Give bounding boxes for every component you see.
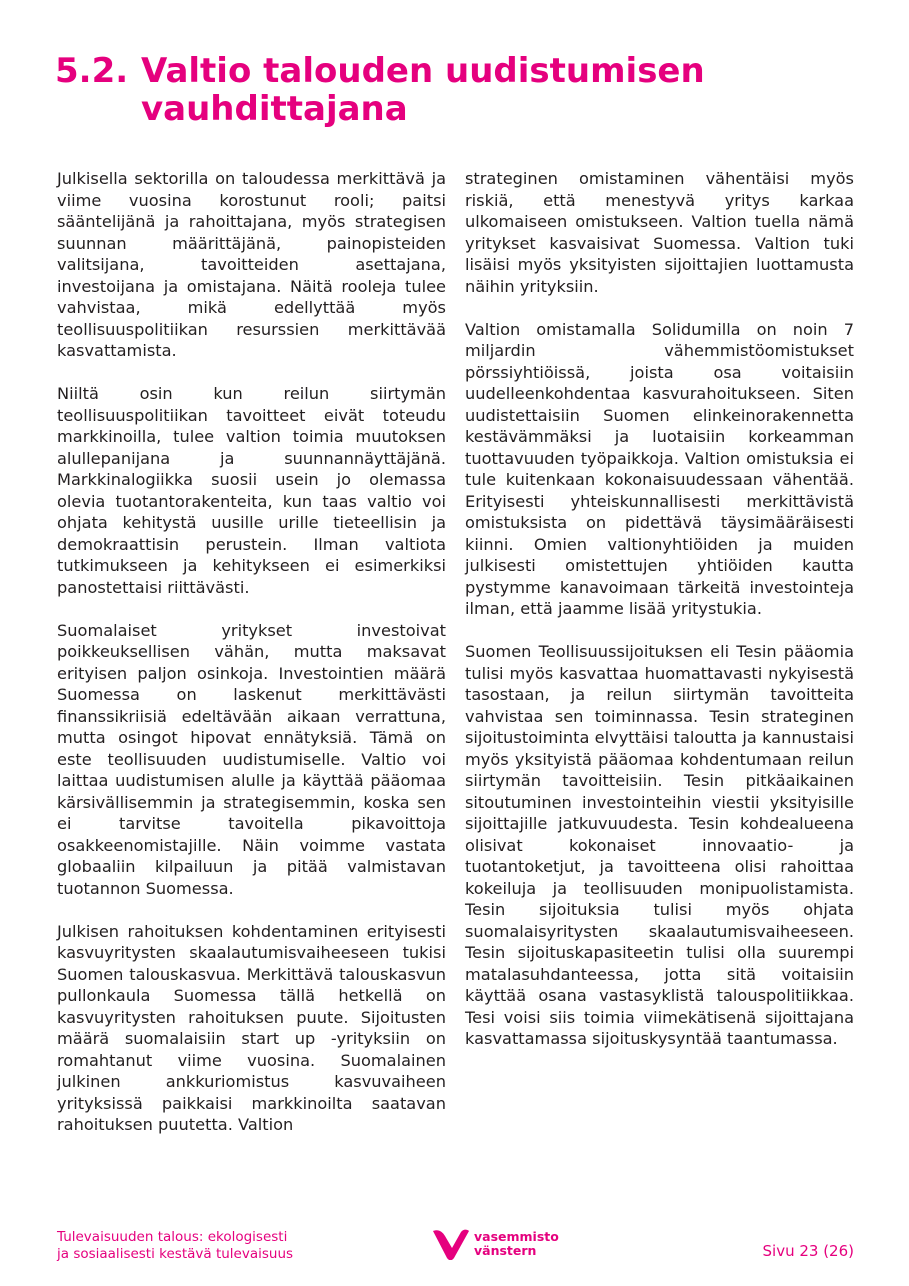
- left-column: [57, 168, 446, 1157]
- right-column: [465, 168, 854, 1071]
- section-title-line2: vauhdittajana: [141, 89, 408, 129]
- paragraph: Niiltä osin kun reilun siirtymän teollisuuspolitiikan tavoitteet eivät toteudu markkinoilla, tulee valtion toimia muutoksen alullepanijana ja suunnannäyttäjänä. Markkinalogiikka suosii usein jo olemassa olevia tuotantorakenteita, kun taas valtio voi ohjata kehitystä uusille urille tieteellisin ja demokraattisin perustein. Ilman valtiota tutkimukseen ja kehitykseen ei esimerkiksi panostettaisi riittävästi.: [57, 384, 446, 597]
- logo-wordmark: [474, 1230, 559, 1258]
- section-number: 5.2.: [55, 51, 129, 91]
- section-title-line1: Valtio talouden uudistumisen: [141, 51, 705, 91]
- document-footer-title: [57, 1229, 293, 1263]
- paragraph: Suomen Teollisuussijoituksen eli Tesin pääomia tulisi myös kasvattaa huomattavasti nykyisestä tasostaan, ja reilun siirtymän tavoitteita vahvistaa sen toiminnassa. Tesin strateginen sijoitustoiminta elvyttäisi taloutta ja kannustaisi myös yksityistä pääomaa kohdentumaan reilun siirtymän tavoitteisiin. Tesin pitkäaikainen sitoutuminen investointeihin viestii yksityisille sijoittajille jatkuvuudesta. Tesin kohdealueena olisivat kokonaiset innovaatio- ja tuotantoketjut, ja tavoitteena olisi rahoittaa kokeiluja ja teollisuuden monipuolistamista. Tesin sijoituksia tulisi myös ohjata suomalaisyritysten skaalautumisvaiheeseen. Tesin sijoituskapasiteetin tulisi olla suurempi matalasuhdanteessa, jotta sitä voitaisiin käyttää osana vastasyklistä talouspolitiikkaa. Tesi voisi siis toimia viimekätisenä sijoittajana kasvattamassa sijoituskysyntää taantumassa.: [465, 642, 854, 1048]
- paragraph: strateginen omistaminen vähentäisi myös riskiä, että menestyvä yritys karkaa ulkomaiseen omistukseen. Valtion tuella nämä yritykset kasvaisivat Suomessa. Valtion tuki lisäisi myös yksityisten sijoittajien luottamusta näihin yrityksiin.: [465, 169, 854, 296]
- logo-text: vasemmisto: [474, 1229, 559, 1244]
- paragraph: Julkisella sektorilla on taloudessa merkittävä ja viime vuosina korostunut rooli; paitsi sääntelijänä ja rahoittajana, myös strategisen suunnan määrittäjänä, painopisteiden valitsijana, tavoitteiden asettajana, investoijana ja omistajana. Näitä rooleja tulee vahvistaa, mikä edellyttää myös teollisuuspolitiikan resurssien merkittävää kasvattamista.: [57, 169, 446, 360]
- paragraph: Valtion omistamalla Solidumilla on noin 7 miljardin vähemmistöomistukset pörssiyhtiöissä, joista osa voitaisiin uudelleenkohdentaa kasvurahoitukseen. Siten uudistettaisiin Suomen elinkeinorakennetta kestävämmäksi ja luotaisiin korkeamman tuottavuuden työpaikkoja. Valtion omistuksia ei tule kuitenkaan kokonaisuudessaan vähentää. Erityisesti yhteiskunnallisesti merkittävistä omistuksista on pidettävä täysimääräisesti kiinni. Omien valtionyhtiöiden ja muiden julkisesti omistettujen yhtiöiden kautta pystymme kanavoimaan tärkeitä investointeja ilman, että jaamme lisää yritystukia.: [465, 319, 854, 618]
- footer-line: ja sosiaalisesti kestävä tulevaisuus: [57, 1246, 294, 1262]
- paragraph: Julkisen rahoituksen kohdentaminen erityisesti kasvuyritysten skaalautumisvaiheeseen tukisi Suomen talouskasvua. Merkittävä talouskasvun pullonkaula Suomessa tällä hetkellä on kasvuyritysten rahoituksen puute. Sijoitusten määrä suomalaisiin start up -yrityksiin on romahtanut viime vuosina. Suomalainen julkinen ankkuriomistus kasvuvaiheen yrityksissä paikkaisi markkinoilta saatavan rahoituksen puutetta. Valtion: [57, 921, 446, 1134]
- paragraph: Suomalaiset yritykset investoivat poikkeuksellisen vähän, mutta maksavat erityisen paljon osinkoja. Investointien määrä Suomessa on laskenut merkittävästi finanssikriisiä edeltävään aikaan verrattuna, mutta osingot hipovat ennätyksiä. Tämä on este teollisuuden uudistumiselle. Valtio voi laittaa uudistumisen alulle ja käyttää pääomaa kärsivällisemmin ja strategisemmin, koska sen ei tarvitse tavoitella pikavoittoja osakkeenomistajille. Näin voimme vastata globaaliin kilpailuun ja pitää valmistavan tuotannon Suomessa.: [57, 620, 446, 898]
- vasemmisto-logo: [432, 1226, 559, 1262]
- section-heading: [55, 52, 875, 128]
- logo-v-icon: [432, 1228, 470, 1260]
- logo-text: vänstern: [474, 1243, 537, 1258]
- page-number: Sivu 23 (26): [762, 1242, 854, 1260]
- footer-line: Tulevaisuuden talous: ekologisesti: [57, 1229, 288, 1245]
